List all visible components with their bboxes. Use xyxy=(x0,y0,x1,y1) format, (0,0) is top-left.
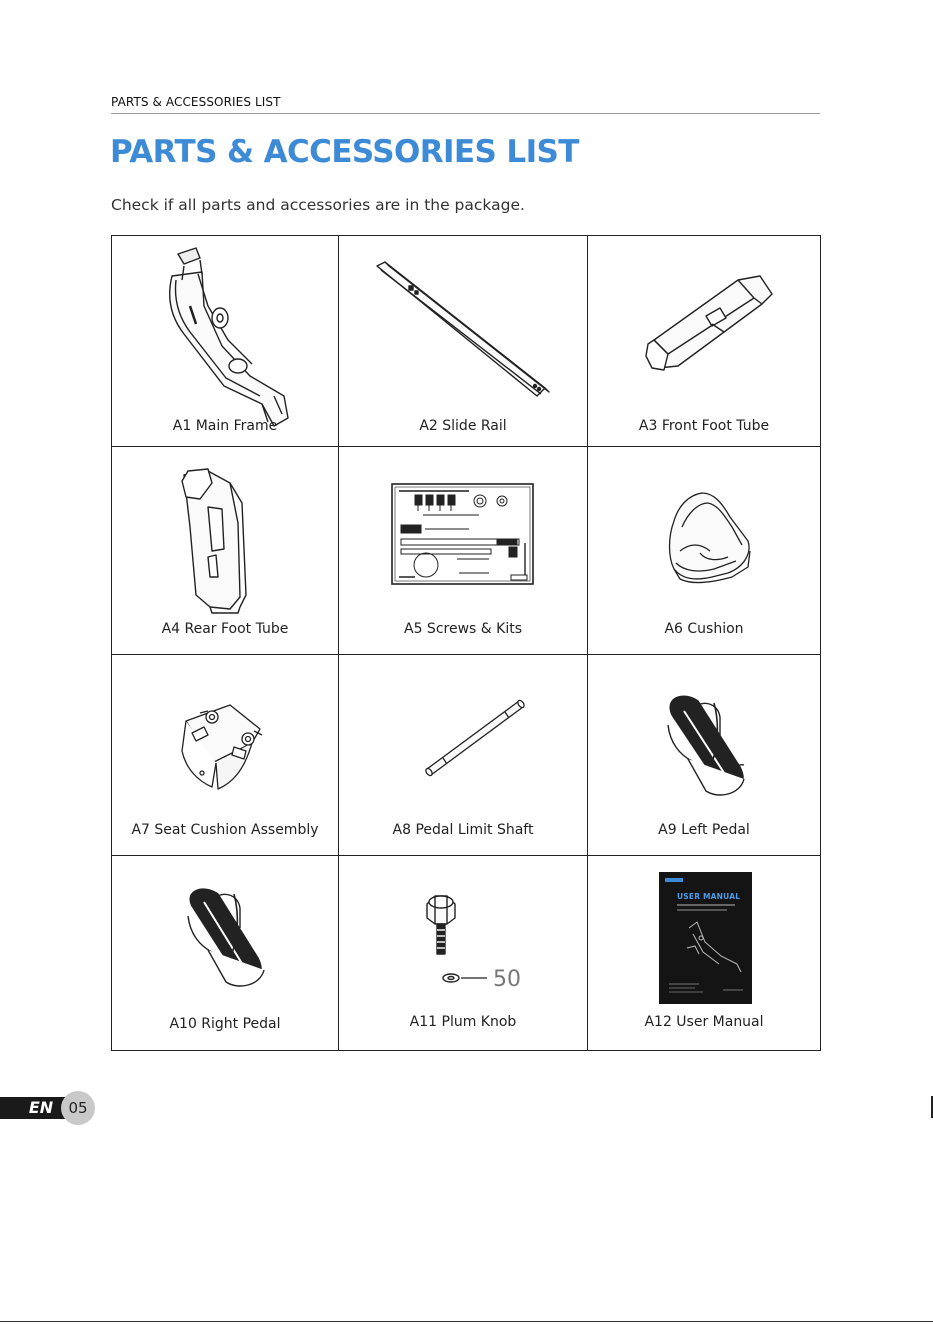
part-label: A5 Screws & Kits xyxy=(404,621,522,637)
part-cell-a2 xyxy=(339,236,588,447)
manual-cover-title: USER MANUAL xyxy=(677,892,741,901)
running-header: PARTS & ACCESSORIES LIST xyxy=(111,95,820,114)
slide-rail-illustration xyxy=(339,236,588,447)
part-label: A11 Plum Knob xyxy=(409,1014,517,1030)
bottom-rule xyxy=(0,1321,933,1322)
part-cell-a12 xyxy=(588,856,820,1050)
parts-grid xyxy=(111,235,821,1051)
part-cell-a11 xyxy=(339,856,588,1050)
part-cell-a1 xyxy=(112,236,339,447)
part-label: A6 Cushion xyxy=(664,621,744,637)
part-label: A2 Slide Rail xyxy=(419,418,507,434)
part-label: A8 Pedal Limit Shaft xyxy=(392,822,534,838)
part-cell-a3 xyxy=(588,236,820,447)
front-foot-tube-illustration xyxy=(588,236,820,447)
part-cell-a6 xyxy=(588,447,820,655)
part-cell-a9 xyxy=(588,655,820,856)
part-label: A1 Main Frame xyxy=(172,418,278,434)
language-tab: EN xyxy=(0,1097,68,1119)
page-title: PARTS & ACCESSORIES LIST xyxy=(110,134,579,170)
main-frame-illustration xyxy=(112,236,339,447)
part-label: A10 Right Pedal xyxy=(169,1016,281,1032)
part-label: A4 Rear Foot Tube xyxy=(161,621,289,637)
part-label: A9 Left Pedal xyxy=(658,822,750,838)
manual-cover-machine-icon xyxy=(659,872,752,1004)
user-manual-cover xyxy=(659,872,752,1004)
part-cell-a10 xyxy=(112,856,339,1050)
part-label: A3 Front Foot Tube xyxy=(638,418,770,434)
intro-text: Check if all parts and accessories are in the package. xyxy=(111,196,525,214)
part-cell-a4 xyxy=(112,447,339,655)
part-label: A12 User Manual xyxy=(644,1014,764,1030)
part-cell-a8 xyxy=(339,655,588,856)
part-cell-a7 xyxy=(112,655,339,856)
part-label: A7 Seat Cushion Assembly xyxy=(131,822,319,838)
page-number: 05 xyxy=(61,1091,95,1125)
part-cell-a5 xyxy=(339,447,588,655)
quantity-note: 50 xyxy=(493,967,521,992)
